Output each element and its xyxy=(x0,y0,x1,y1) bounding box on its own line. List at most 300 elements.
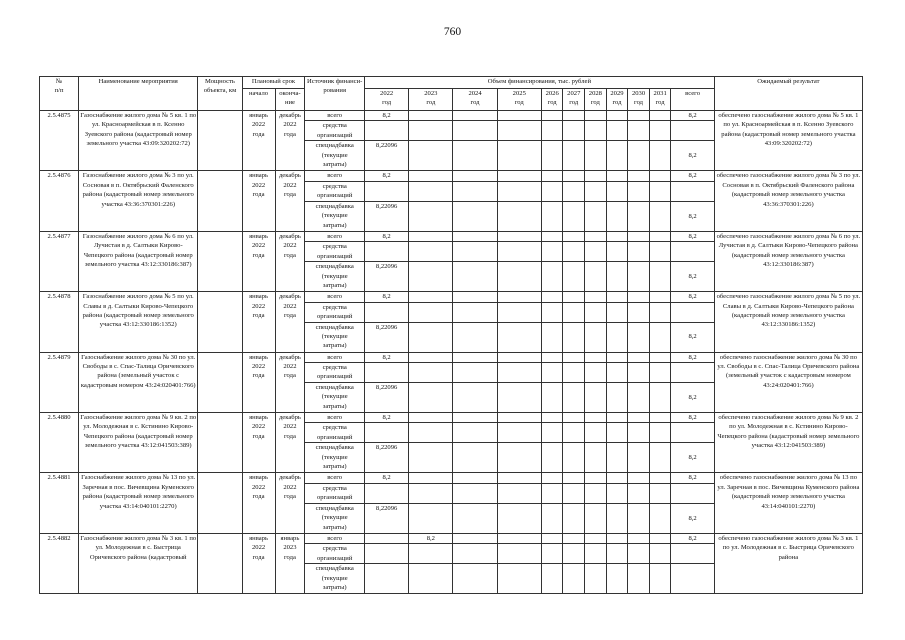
header-power: Мощность объекта, км xyxy=(198,77,242,111)
expected-result: обеспечено газоснабжение жилого дома № 6 по ул. Лучистая в д. Салтыки Кирово-Чепецкого района (кадастровый номер земельного участка 43:12:330186:387) xyxy=(714,231,862,291)
year-value xyxy=(497,262,541,292)
total-value: 8,2 xyxy=(671,141,714,171)
source-all: всего xyxy=(305,533,365,543)
year-value: 8,2 xyxy=(409,533,453,543)
year-value xyxy=(606,363,628,383)
term-start: январь 2022 года xyxy=(242,473,275,533)
measure-name: Газоснабжение жилого дома № 6 по ул. Лучистая в д. Салтыки Кирово-Чепецкого района (кадастровый номер земельного участка 43:12:330186:387) xyxy=(79,231,198,291)
year-value xyxy=(606,473,628,483)
total-value: 8,2 xyxy=(671,262,714,292)
year-value xyxy=(409,322,453,352)
term-end: декабрь 2022 года xyxy=(275,111,305,171)
year-value xyxy=(409,181,453,201)
year-value xyxy=(649,473,671,483)
row-number: 2.5.4878 xyxy=(40,292,79,352)
year-value xyxy=(453,262,497,292)
year-value xyxy=(606,201,628,231)
source-special: спецнадбавка (текущие затраты) xyxy=(305,322,365,352)
total-value xyxy=(671,544,714,564)
year-value xyxy=(649,503,671,533)
year-value xyxy=(409,423,453,443)
header-source: Источник финанси- рования xyxy=(305,77,365,111)
year-value xyxy=(365,121,409,141)
year-value xyxy=(649,383,671,413)
term-start: январь 2022 года xyxy=(242,292,275,352)
year-value xyxy=(365,302,409,322)
year-value xyxy=(541,383,563,413)
total-value: 8,2 xyxy=(671,292,714,302)
year-value xyxy=(563,121,585,141)
year-value xyxy=(541,181,563,201)
year-value: 8,22096 xyxy=(365,322,409,352)
year-value xyxy=(606,352,628,362)
term-end: декабрь 2022 года xyxy=(275,231,305,291)
year-value xyxy=(541,262,563,292)
year-value xyxy=(453,121,497,141)
term-start: январь 2022 года xyxy=(242,352,275,412)
term-start: январь 2022 года xyxy=(242,533,275,593)
year-value xyxy=(541,302,563,322)
year-value xyxy=(365,544,409,564)
year-value xyxy=(541,363,563,383)
total-value xyxy=(671,564,714,594)
year-value xyxy=(453,383,497,413)
year-value xyxy=(453,423,497,443)
year-value xyxy=(453,201,497,231)
year-value xyxy=(409,292,453,302)
year-value xyxy=(649,262,671,292)
year-value xyxy=(541,171,563,181)
year-value: 8,2 xyxy=(365,171,409,181)
year-value xyxy=(541,121,563,141)
year-value: 8,22096 xyxy=(365,201,409,231)
source-special: спецнадбавка (текущие затраты) xyxy=(305,503,365,533)
year-value xyxy=(453,242,497,262)
year-value xyxy=(409,483,453,503)
year-value xyxy=(649,111,671,121)
year-value xyxy=(453,544,497,564)
expected-result: обеспечено газоснабжение жилого дома № 13 по ул. Заречная в пос. Вичевщина Куменского района (кадастровый номер земельного участка 43:14:040101:2270) xyxy=(714,473,862,533)
year-value xyxy=(649,181,671,201)
year-value xyxy=(409,363,453,383)
year-value xyxy=(541,322,563,352)
year-value xyxy=(585,352,607,362)
year-value xyxy=(649,483,671,503)
year-value xyxy=(563,231,585,241)
year-value xyxy=(497,171,541,181)
year-value xyxy=(541,242,563,262)
year-value: 8,2 xyxy=(365,352,409,362)
row-number: 2.5.4880 xyxy=(40,413,79,473)
year-value xyxy=(649,242,671,262)
source-special: спецнадбавка (текущие затраты) xyxy=(305,564,365,594)
row-number: 2.5.4882 xyxy=(40,533,79,593)
year-value xyxy=(585,111,607,121)
total-value: 8,2 xyxy=(671,473,714,483)
year-value xyxy=(563,302,585,322)
source-org: средства организаций xyxy=(305,423,365,443)
year-value: 8,22096 xyxy=(365,383,409,413)
year-value xyxy=(628,201,650,231)
year-value xyxy=(497,564,541,594)
year-value xyxy=(453,302,497,322)
source-org: средства организаций xyxy=(305,242,365,262)
power-cell xyxy=(198,473,242,533)
year-value xyxy=(453,413,497,423)
year-value xyxy=(585,322,607,352)
source-org: средства организаций xyxy=(305,121,365,141)
year-value xyxy=(453,564,497,594)
year-value xyxy=(453,171,497,181)
total-value xyxy=(671,242,714,262)
year-value xyxy=(453,231,497,241)
year-value xyxy=(628,383,650,413)
source-special: спецнадбавка (текущие затраты) xyxy=(305,383,365,413)
year-value xyxy=(606,302,628,322)
source-org: средства организаций xyxy=(305,363,365,383)
year-value xyxy=(649,423,671,443)
total-value xyxy=(671,181,714,201)
year-value xyxy=(453,322,497,352)
year-value xyxy=(409,121,453,141)
year-value xyxy=(409,171,453,181)
year-value xyxy=(409,302,453,322)
year-value xyxy=(409,413,453,423)
total-value: 8,2 xyxy=(671,322,714,352)
source-special: спецнадбавка (текущие затраты) xyxy=(305,262,365,292)
term-end: декабрь 2022 года xyxy=(275,352,305,412)
year-value xyxy=(585,302,607,322)
year-value xyxy=(453,181,497,201)
header-term-end: оконча- ние xyxy=(275,89,305,111)
total-value: 8,2 xyxy=(671,413,714,423)
year-value xyxy=(585,231,607,241)
source-all: всего xyxy=(305,413,365,423)
term-end: декабрь 2022 года xyxy=(275,292,305,352)
year-value xyxy=(541,141,563,171)
year-value xyxy=(563,413,585,423)
year-value xyxy=(409,383,453,413)
source-all: всего xyxy=(305,171,365,181)
total-value xyxy=(671,363,714,383)
year-value xyxy=(409,503,453,533)
header-term: Плановый срок xyxy=(242,77,305,89)
header-year: 2023 год xyxy=(409,89,453,111)
header-result: Ожидаемый результат xyxy=(714,77,862,111)
source-org: средства организаций xyxy=(305,544,365,564)
year-value xyxy=(585,242,607,262)
year-value xyxy=(453,352,497,362)
year-value xyxy=(497,443,541,473)
year-value xyxy=(365,533,409,543)
power-cell xyxy=(198,533,242,593)
year-value xyxy=(585,383,607,413)
term-end: декабрь 2022 года xyxy=(275,413,305,473)
year-value xyxy=(541,503,563,533)
year-value xyxy=(541,544,563,564)
total-value xyxy=(671,302,714,322)
term-start: январь 2022 года xyxy=(242,413,275,473)
expected-result: обеспечено газоснабжение жилого дома № 5 кв. 1 по ул. Красноармейская в п. Ксенно Зуевского района (кадастровый номер земельного участка 43:09:320202:72) xyxy=(714,111,862,171)
year-value xyxy=(585,121,607,141)
year-value xyxy=(628,473,650,483)
year-value xyxy=(585,443,607,473)
source-all: всего xyxy=(305,231,365,241)
year-value xyxy=(585,201,607,231)
total-value: 8,2 xyxy=(671,111,714,121)
row-number: 2.5.4875 xyxy=(40,111,79,171)
year-value xyxy=(497,201,541,231)
total-value xyxy=(671,121,714,141)
year-value: 8,2 xyxy=(365,111,409,121)
total-value xyxy=(671,423,714,443)
expected-result: обеспечено газоснабжение жилого дома № 30 по ул. Свободы в с. Спас-Талица Оричевского района (земельный участок с кадастровым номером 43:24:020401:766) xyxy=(714,352,862,412)
year-value xyxy=(409,443,453,473)
year-value: 8,2 xyxy=(365,473,409,483)
year-value xyxy=(585,483,607,503)
year-value xyxy=(649,544,671,564)
year-value xyxy=(585,413,607,423)
term-end: январь 2023 года xyxy=(275,533,305,593)
measure-name: Газоснабжение жилого дома № 3 кв. 1 по ул. Молодежная в с. Быстрица Оричевского района (кадастровый xyxy=(79,533,198,593)
year-value xyxy=(585,181,607,201)
total-value: 8,2 xyxy=(671,533,714,543)
year-value xyxy=(365,423,409,443)
year-value xyxy=(628,352,650,362)
year-value xyxy=(497,363,541,383)
year-value xyxy=(497,423,541,443)
year-value xyxy=(649,292,671,302)
row-number: 2.5.4879 xyxy=(40,352,79,412)
header-year: 2026 год xyxy=(541,89,563,111)
year-value xyxy=(409,564,453,594)
measure-name: Газоснабжение жилого дома № 9 кв. 2 по ул. Молодежная в с. Кстинино Кирово-Чепецкого района (кадастровый номер земельного участка 43:12:041503:389) xyxy=(79,413,198,473)
year-value xyxy=(541,533,563,543)
source-org: средства организаций xyxy=(305,181,365,201)
year-value xyxy=(497,413,541,423)
measure-name: Газоснабжение жилого дома № 5 кв. 1 по ул. Красноармейская в п. Ксенно Зуевского района (кадастровый номер земельного участка 43:09:320202:72) xyxy=(79,111,198,171)
measure-name: Газоснабжение жилого дома № 13 по ул. Заречная в пос. Вичевщина Куменского района (кадастровый номер земельного участка 43:14:040101:2270) xyxy=(79,473,198,533)
year-value xyxy=(409,544,453,564)
header-term-start: начало xyxy=(242,89,275,111)
year-value xyxy=(497,141,541,171)
power-cell xyxy=(198,111,242,171)
year-value xyxy=(365,483,409,503)
year-value xyxy=(563,242,585,262)
year-value xyxy=(649,171,671,181)
year-value xyxy=(606,141,628,171)
year-value xyxy=(628,322,650,352)
header-year: 2024 год xyxy=(453,89,497,111)
year-value xyxy=(606,483,628,503)
total-value: 8,2 xyxy=(671,171,714,181)
total-value: 8,2 xyxy=(671,383,714,413)
year-value xyxy=(585,262,607,292)
source-org: средства организаций xyxy=(305,302,365,322)
year-value xyxy=(585,171,607,181)
total-value: 8,2 xyxy=(671,201,714,231)
expected-result: обеспечено газоснабжение жилого дома № 3 по ул. Сосновая в п. Октябрьский Фаленского района (кадастровый номер земельного участка 43:36:370301:226) xyxy=(714,171,862,231)
year-value xyxy=(606,544,628,564)
year-value xyxy=(541,352,563,362)
header-year: 2031 год xyxy=(649,89,671,111)
year-value xyxy=(649,302,671,322)
year-value xyxy=(585,533,607,543)
year-value xyxy=(606,242,628,262)
row-number: 2.5.4876 xyxy=(40,171,79,231)
year-value xyxy=(606,111,628,121)
year-value xyxy=(649,443,671,473)
year-value xyxy=(628,121,650,141)
header-year: 2025 год xyxy=(497,89,541,111)
power-cell xyxy=(198,352,242,412)
year-value xyxy=(649,141,671,171)
year-value xyxy=(563,322,585,352)
year-value xyxy=(649,352,671,362)
total-value xyxy=(671,483,714,503)
year-value xyxy=(628,171,650,181)
year-value xyxy=(365,181,409,201)
year-value xyxy=(563,363,585,383)
year-value xyxy=(649,363,671,383)
year-value xyxy=(628,292,650,302)
year-value xyxy=(563,141,585,171)
year-value xyxy=(606,533,628,543)
year-value xyxy=(585,503,607,533)
year-value xyxy=(453,292,497,302)
year-value xyxy=(541,413,563,423)
total-value: 8,2 xyxy=(671,443,714,473)
source-all: всего xyxy=(305,352,365,362)
year-value xyxy=(628,302,650,322)
year-value xyxy=(563,352,585,362)
year-value xyxy=(628,363,650,383)
row-number: 2.5.4881 xyxy=(40,473,79,533)
source-all: всего xyxy=(305,473,365,483)
year-value xyxy=(563,483,585,503)
year-value xyxy=(563,544,585,564)
year-value xyxy=(409,201,453,231)
year-value xyxy=(606,443,628,473)
source-special: спецнадбавка (текущие затраты) xyxy=(305,141,365,171)
year-value xyxy=(541,201,563,231)
year-value xyxy=(365,363,409,383)
year-value xyxy=(585,141,607,171)
year-value: 8,2 xyxy=(365,413,409,423)
year-value xyxy=(628,533,650,543)
year-value xyxy=(628,231,650,241)
header-year: 2030 год xyxy=(628,89,650,111)
year-value xyxy=(453,141,497,171)
year-value xyxy=(497,352,541,362)
year-value xyxy=(628,242,650,262)
year-value xyxy=(606,423,628,443)
year-value xyxy=(409,473,453,483)
row-number: 2.5.4877 xyxy=(40,231,79,291)
year-value xyxy=(585,544,607,564)
year-value xyxy=(606,121,628,141)
year-value xyxy=(563,292,585,302)
term-end: декабрь 2022 года xyxy=(275,473,305,533)
year-value: 8,22096 xyxy=(365,141,409,171)
year-value xyxy=(453,363,497,383)
measure-name: Газоснабжение жилого дома № 5 по ул. Славы в д. Салтыки Кирово-Чепецкого района (кадастровый номер земельного участка 43:12:330186:1352) xyxy=(79,292,198,352)
term-start: январь 2022 года xyxy=(242,171,275,231)
total-value: 8,2 xyxy=(671,231,714,241)
year-value xyxy=(409,352,453,362)
year-value xyxy=(409,242,453,262)
year-value xyxy=(409,231,453,241)
measure-name: Газоснабжение жилого дома № 30 по ул. Свободы в с. Спас-Талица Оричевского района (земельный участок с кадастровым номером 43:24:020401:766) xyxy=(79,352,198,412)
year-value xyxy=(541,292,563,302)
year-value xyxy=(497,231,541,241)
power-cell xyxy=(198,231,242,291)
header-num: № п/п xyxy=(40,77,79,111)
source-all: всего xyxy=(305,292,365,302)
source-special: спецнадбавка (текущие затраты) xyxy=(305,443,365,473)
header-year: 2028 год xyxy=(585,89,607,111)
year-value xyxy=(649,231,671,241)
financing-table xyxy=(39,76,863,594)
year-value xyxy=(563,443,585,473)
year-value xyxy=(606,171,628,181)
year-value xyxy=(497,302,541,322)
year-value xyxy=(628,483,650,503)
header-year: 2029 год xyxy=(606,89,628,111)
year-value xyxy=(409,111,453,121)
year-value xyxy=(497,111,541,121)
year-value xyxy=(497,544,541,564)
year-value xyxy=(628,413,650,423)
year-value xyxy=(628,443,650,473)
header-volume: Объем финансирования, тыс. рублей xyxy=(365,77,715,89)
year-value: 8,22096 xyxy=(365,443,409,473)
year-value xyxy=(365,242,409,262)
year-value xyxy=(497,473,541,483)
year-value xyxy=(585,423,607,443)
year-value xyxy=(606,413,628,423)
year-value xyxy=(453,483,497,503)
year-value xyxy=(649,121,671,141)
term-start: январь 2022 года xyxy=(242,231,275,291)
term-end: декабрь 2022 года xyxy=(275,171,305,231)
year-value xyxy=(541,564,563,594)
year-value xyxy=(497,121,541,141)
year-value xyxy=(497,181,541,201)
source-org: средства организаций xyxy=(305,483,365,503)
year-value xyxy=(606,262,628,292)
year-value xyxy=(453,533,497,543)
year-value xyxy=(497,533,541,543)
year-value xyxy=(541,111,563,121)
total-value: 8,2 xyxy=(671,352,714,362)
year-value xyxy=(649,201,671,231)
year-value xyxy=(649,533,671,543)
year-value xyxy=(563,503,585,533)
year-value xyxy=(497,242,541,262)
measure-name: Газоснабжение жилого дома № 3 по ул. Сосновая в п. Октябрьский Фаленского района (кадастровый номер земельного участка 43:36:370301:226) xyxy=(79,171,198,231)
year-value xyxy=(453,503,497,533)
year-value xyxy=(628,544,650,564)
total-value: 8,2 xyxy=(671,503,714,533)
year-value xyxy=(649,322,671,352)
year-value xyxy=(563,473,585,483)
power-cell xyxy=(198,171,242,231)
header-total: всего xyxy=(671,89,714,111)
year-value xyxy=(606,181,628,201)
year-value xyxy=(541,443,563,473)
year-value xyxy=(585,292,607,302)
